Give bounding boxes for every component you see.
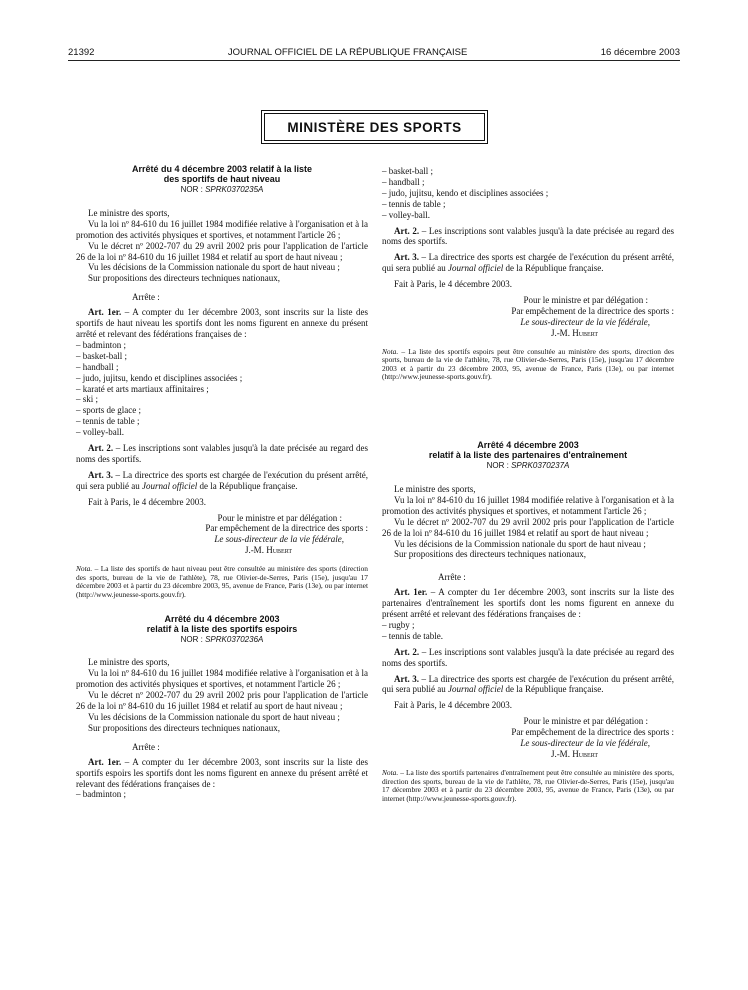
list-item: – basket-ball ;: [76, 350, 127, 361]
list-item: – judo, jujitsu, kendo et disciplines associées ;: [76, 372, 243, 383]
federation-list: [76, 340, 368, 438]
signature-line: Pour le ministre et par délégation :: [217, 512, 342, 523]
decree-title-line: relatif à la liste des sportifs espoirs: [146, 623, 298, 634]
article-2: Art. 2. – Les inscriptions sont valables jusqu'à la date précisée au regard des noms des sportifs.: [76, 443, 368, 464]
signature-line: Par empêchement de la directrice des sports :: [511, 727, 674, 738]
federation-list: [382, 620, 674, 642]
list-item: – tennis de table ;: [76, 416, 140, 427]
paragraph: Vu la loi nº 84-610 du 16 juillet 1984 modifiée relative à l'organisation et à la promotion des activités physiques et sportives, et notamment l'article 26 ;: [382, 494, 674, 516]
article-2: Art. 2. – Les inscriptions sont valables jusqu'à la date précisée au regard des noms des sportifs.: [382, 646, 674, 668]
decree-partenaires: [382, 440, 674, 803]
signatory-name: J.-M. Hubert: [550, 749, 598, 759]
nor-reference: NOR : SPRK0370237A: [486, 461, 570, 471]
paragraph: Sur propositions des directeurs techniques nationaux,: [88, 722, 280, 733]
arrete-label: Arrête :: [132, 741, 160, 752]
nor-reference: NOR : SPRK0370236A: [180, 634, 264, 644]
list-item: – volley-ball.: [76, 427, 124, 438]
decree-espoirs: [76, 614, 368, 801]
decree-title: [382, 440, 674, 460]
header-rule: [68, 60, 680, 61]
list-item: – judo, jujitsu, kendo et disciplines associées ;: [382, 187, 549, 198]
list-item: – karaté et arts martiaux affinitaires ;: [76, 383, 209, 394]
list-item: – handball ;: [76, 361, 119, 372]
paragraph: Vu les décisions de la Commission nationale du sport de haut niveau ;: [88, 262, 340, 273]
article-1: Art. 1er. – A compter du 1er décembre 2003, sont inscrits sur la liste des partenaires d'entraînement les sportifs dont les noms figurent en annexe du présent arrêté et relevant des fédérations françaises de :: [382, 587, 675, 620]
paragraph: Le ministre des sports,: [88, 657, 170, 668]
paragraph: Vu le décret nº 2002-707 du 29 avril 2002 pris pour l'application de l'article 26 de la loi nº 84-610 du 16 juillet 1984 et relatif au sport de haut niveau ;: [76, 690, 368, 712]
signature-date: Fait à Paris, le 4 décembre 2003.: [88, 496, 206, 507]
paragraph: Sur propositions des directeurs techniques nationaux,: [394, 549, 586, 560]
list-item: – volley-ball.: [382, 209, 430, 220]
list-item: – rugby ;: [382, 619, 415, 630]
nota: Nota. – La liste des sportifs espoirs peut être consultée au ministère des sports, direction des sports, bureau de la vie de l'athlète, 78, rue Olivier-de-Serres, Paris (15e), jusqu'au 17 décembre 2003 et à partir du 23 décembre 2003, 95, avenue de France, Paris (13e), ou par internet (http://www.jeunesse-sports.gouv.fr).: [382, 346, 674, 382]
decree-title-line: relatif à la liste des partenaires d'entraînement: [428, 450, 628, 461]
paragraph: Sur propositions des directeurs techniques nationaux,: [88, 273, 280, 284]
signature-date: Fait à Paris, le 4 décembre 2003.: [394, 700, 512, 711]
article-1: Art. 1er. – A compter du 1er décembre 2003, sont inscrits sur la liste des sportifs espoirs les sportifs dont les noms figurent en annexe du présent arrêté et relevant des fédérations françaises de :: [76, 756, 369, 789]
decree-espoirs-continued: [382, 166, 674, 382]
list-item: – basket-ball ;: [382, 166, 433, 176]
paragraph: Vu la loi nº 84-610 du 16 juillet 1984 modifiée relative à l'organisation et à la promotion des activités physiques et sportives, et notamment l'article 26 ;: [76, 218, 368, 240]
list-item: – badminton ;: [76, 789, 126, 800]
list-item: – tennis de table ;: [382, 198, 446, 209]
nor-code: SPRK0370237A: [511, 461, 570, 471]
signature-line: Pour le ministre et par délégation :: [523, 716, 648, 727]
article-2: Art. 2. – Les inscriptions sont valables jusqu'à la date précisée au regard des noms des sportifs.: [382, 225, 674, 247]
nor-code: SPRK0370236A: [205, 634, 264, 644]
paragraph: Le ministre des sports,: [394, 483, 476, 494]
signature-line: Par empêchement de la directrice des sports :: [205, 523, 368, 534]
decree-haut-niveau: [76, 164, 368, 600]
decree-title-line: Arrêté du 4 décembre 2003: [164, 613, 280, 624]
federation-list: [382, 166, 674, 221]
paragraph: Vu les décisions de la Commission nationale du sport de haut niveau ;: [88, 712, 340, 722]
paragraph: Vu la loi nº 84-610 du 16 juillet 1984 modifiée relative à l'organisation et à la promotion des activités physiques et sportives, et notamment l'article 26 ;: [76, 668, 368, 690]
ministry-heading: MINISTÈRE DES SPORTS: [264, 113, 485, 141]
list-item: – ski ;: [76, 394, 99, 405]
right-column: [382, 166, 674, 803]
signature-line: Pour le ministre et par délégation :: [523, 295, 648, 306]
paragraph: Vu les décisions de la Commission nationale du sport de haut niveau ;: [394, 538, 646, 549]
article-3: Art. 3. – La directrice des sports est chargée de l'exécution du présent arrêté, qui sera publié au Journal officiel de la République française.: [382, 252, 674, 274]
signature-date: Fait à Paris, le 4 décembre 2003.: [394, 279, 512, 290]
list-item: – handball ;: [382, 176, 425, 187]
decree-title-line: Arrêté 4 décembre 2003: [477, 440, 579, 451]
paragraph: Vu le décret nº 2002-707 du 29 avril 2002 pris pour l'application de l'article 26 de la loi nº 84-610 du 16 juillet 1984 et relatif au sport de haut niveau ;: [382, 516, 674, 538]
article-1: Art. 1er. – A compter du 1er décembre 2003, sont inscrits sur la liste des sportifs de haut niveau les sportifs dont les noms figurent en annexe du présent arrêté et relevant des fédérations françaises de :: [76, 307, 369, 339]
signatory-name: J.-M. Hubert: [244, 545, 292, 556]
decree-title: [76, 614, 368, 634]
publication-date: 16 décembre 2003: [600, 47, 680, 58]
signature-line: Le sous-directeur de la vie fédérale,: [214, 534, 344, 545]
article-3: Art. 3. – La directrice des sports est chargée de l'exécution du présent arrêté, qui sera publié au Journal officiel de la République française.: [76, 469, 368, 491]
page-number: 21392: [68, 47, 95, 58]
nor-reference: NOR : SPRK0370235A: [180, 185, 264, 194]
arrete-label: Arrête :: [132, 292, 160, 303]
signature-line: Le sous-directeur de la vie fédérale,: [520, 738, 650, 749]
signature-line: Le sous-directeur de la vie fédérale,: [520, 316, 650, 327]
signatory-name: J.-M. Hubert: [550, 327, 598, 338]
list-item: – badminton ;: [76, 339, 126, 350]
left-column: [76, 164, 368, 800]
signature-line: Par empêchement de la directrice des sports :: [511, 305, 674, 316]
list-item: – tennis de table.: [382, 630, 443, 641]
decree-title-line: des sportifs de haut niveau: [163, 174, 281, 184]
article-3: Art. 3. – La directrice des sports est chargée de l'exécution du présent arrêté, qui sera publié au Journal officiel de la République française.: [382, 673, 674, 695]
journal-title: JOURNAL OFFICIEL DE LA RÉPUBLIQUE FRANÇAISE: [227, 47, 468, 58]
list-item: – sports de glace ;: [76, 405, 141, 416]
nota: Nota. – La liste des sportifs de haut niveau peut être consultée au ministère des sports (direction des sports, bureau de la vie de l'athlète), 78, rue Olivier-de-Serres, Paris (15e), jusqu'au 17 décembre 2003 et à partir du 23 décembre 2003, 95, avenue de France, Paris (13e), ou par internet (http://www.jeunesse-sports.gouv.fr).: [76, 564, 368, 599]
nota: Nota. – La liste des sportifs partenaires d'entraînement peut être consultée au ministère des sports, direction des sports, bureau de la vie de l'athlète, 78, rue Olivier-de-Serres, Paris (15e), jusqu'au 17 décembre 2003 et à partir du 23 décembre 2003, 95, avenue de France, Paris (13e), ou par internet (http://www.jeunesse-sports.gouv.fr).: [382, 767, 674, 803]
decree-title-line: Arrêté du 4 décembre 2003 relatif à la liste: [131, 164, 313, 174]
page-header: [68, 47, 680, 58]
nor-code: SPRK0370235A: [205, 185, 264, 194]
paragraph: Vu le décret nº 2002-707 du 29 avril 2002 pris pour l'application de l'article 26 de la loi nº 84-610 du 16 juillet 1984 et relatif au sport de haut niveau ;: [76, 240, 368, 262]
federation-list: [76, 789, 368, 800]
arrete-label: Arrête :: [438, 572, 466, 583]
paragraph: Le ministre des sports,: [88, 207, 170, 218]
decree-title: [76, 164, 368, 184]
